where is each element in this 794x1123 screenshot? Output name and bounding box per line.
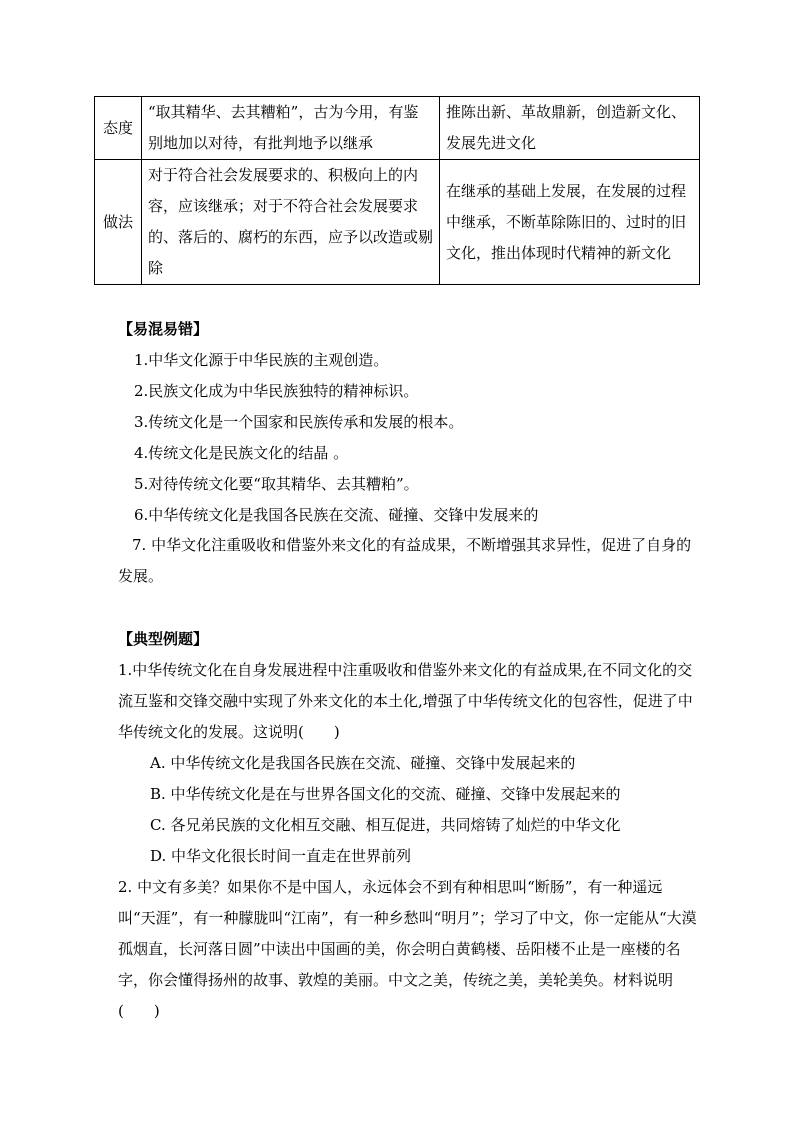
method-inherit-cell: 对于符合社会发展要求的、积极向上的内容，应该继承；对于不符合社会发展要求的、落后的、腐朽的东西，应予以改造或剔除: [142, 160, 440, 285]
confusion-item-2: 2.民族文化成为中华民族独特的精神标识。: [134, 382, 419, 400]
confusion-item-5: 5.对待传统文化要“取其精华、去其糟粕”。: [134, 475, 419, 493]
question-2-stem: 2. 中文有多美？如果你不是中国人，永远体会不到有种相思叫“断肠”，有一种遥远叫“天涯”，有一种朦胧叫“江南”，有一种乡愁叫“明月”；学习了中文，你一定能从“大漠孤烟直，长河落日圆”中读出中国画的美，你会明白黄鹤楼、岳阳楼不止是一座楼的名字，你会懂得扬州的故事、敦煌的美丽。中文之美，传统之美，美轮美奂。材料说明( ): [118, 878, 697, 1020]
confusion-item-4: 4.传统文化是民族文化的结晶 。: [134, 444, 349, 462]
confusion-item-7: 7. 中华文化注重吸收和借鉴外来文化的有益成果，不断增强其求异性，促进了自身的发展。: [118, 536, 692, 585]
question-1-option-a: A. 中华传统文化是我国各民族在交流、碰撞、交锋中发展起来的: [150, 754, 576, 772]
attitude-inherit-cell: “取其精华、去其糟粕”，古为今用，有鉴别地加以对待，有批判地予以继承: [142, 97, 440, 160]
confusion-item-3: 3.传统文化是一个国家和民族传承和发展的根本。: [134, 413, 464, 431]
confusion-item-6: 6.中华传统文化是我国各民族在交流、碰撞、交锋中发展来的: [134, 506, 539, 524]
question-1-option-d: D. 中华文化很长时间一直走在世界前列: [150, 847, 412, 865]
question-1-stem: 1.中华传统文化在自身发展进程中注重吸收和借鉴外来文化的有益成果,在不同文化的交流互鉴和交锋交融中实现了外来文化的本土化,增强了中华传统文化的包容性，促进了中华传统文化的发展。这说明( ): [118, 661, 693, 741]
comparison-table: [94, 96, 700, 285]
method-develop-cell: 在继承的基础上发展，在发展的过程中继承，不断革除陈旧的、过时的旧文化，推出体现时代精神的新文化: [440, 160, 700, 285]
question-1-option-b: B. 中华传统文化是在与世界各国文化的交流、碰撞、交锋中发展起来的: [150, 785, 621, 803]
question-1-option-c: C. 各兄弟民族的文化相互交融、相互促进，共同熔铸了灿烂的中华文化: [150, 816, 621, 834]
attitude-develop-cell: 推陈出新、革故鼎新，创造新文化、发展先进文化: [440, 97, 700, 160]
confusion-heading: 【易混易错】: [118, 320, 209, 338]
row-label-method: 做法: [95, 160, 142, 285]
row-label-attitude: 态度: [95, 97, 142, 160]
table-row: [95, 97, 700, 160]
table-row: [95, 160, 700, 285]
examples-heading: 【典型例题】: [118, 630, 209, 648]
confusion-item-1: 1.中华文化源于中华民族的主观创造。: [134, 351, 389, 369]
